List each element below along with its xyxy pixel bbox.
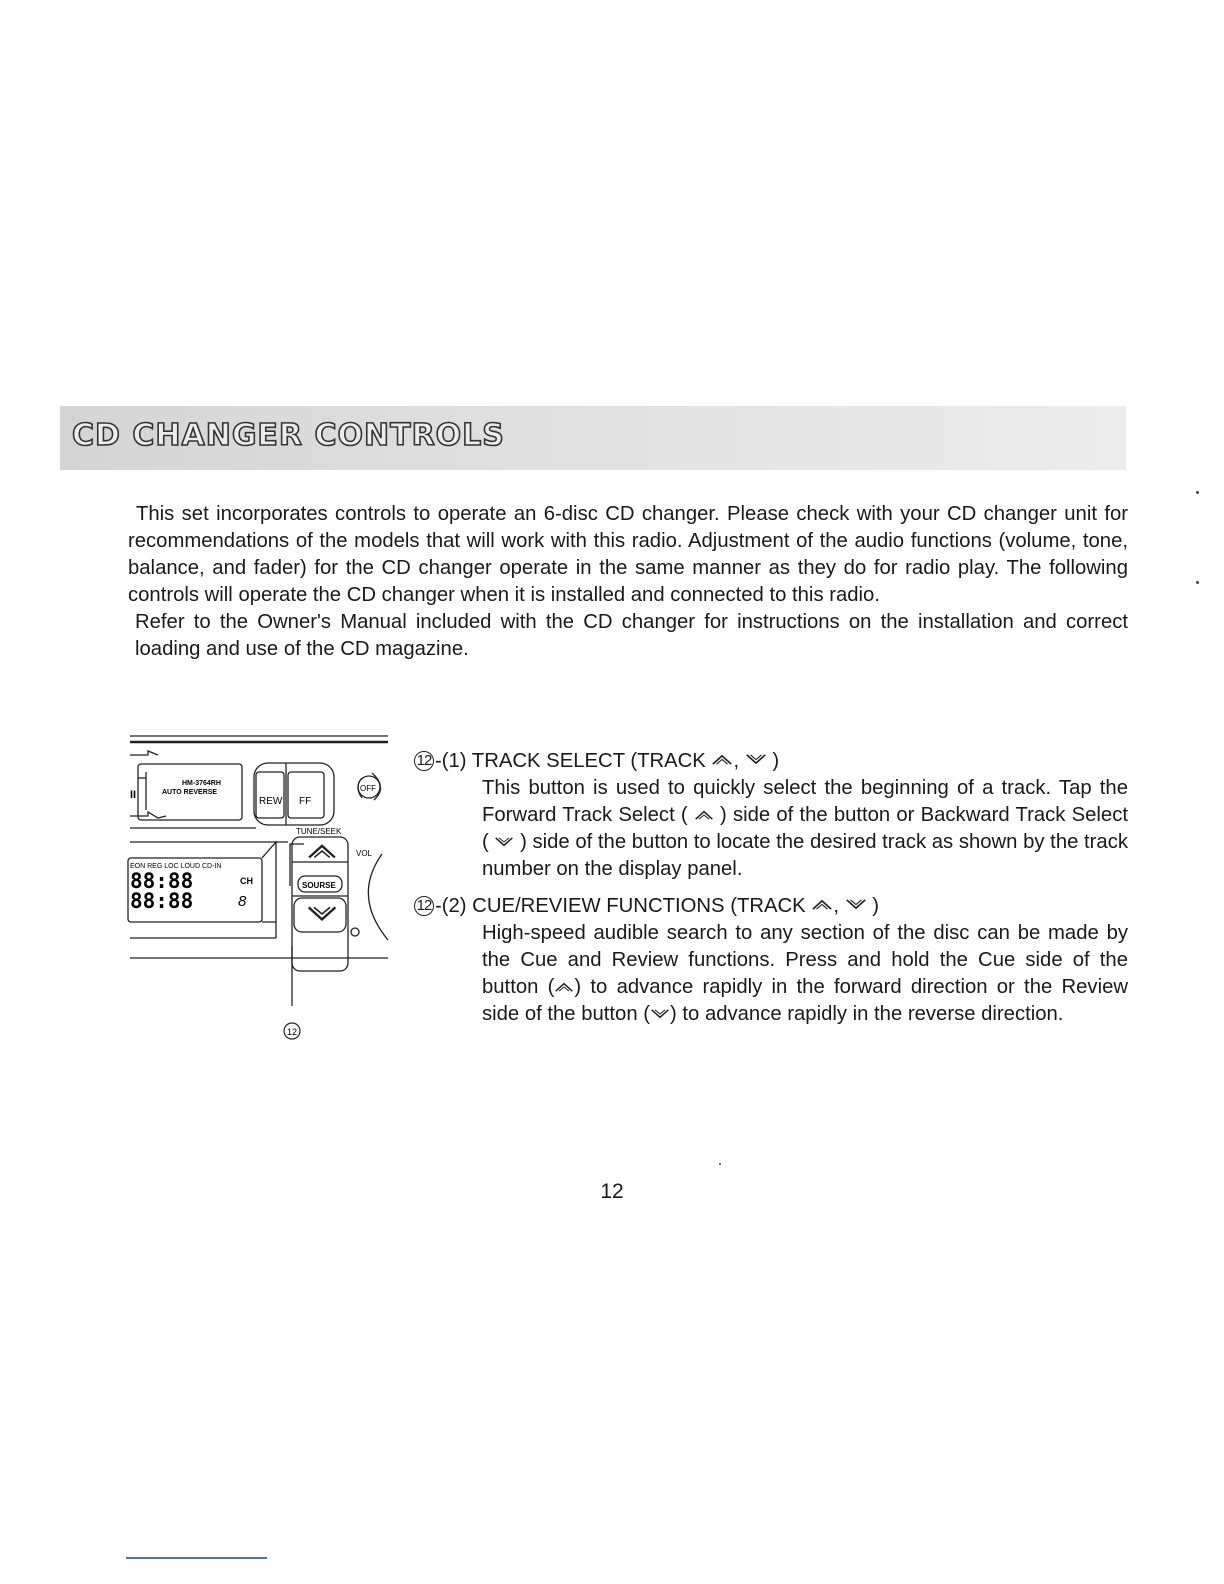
title-banner bbox=[60, 406, 1126, 470]
page-title: CD CHANGER CONTROLS bbox=[72, 418, 505, 453]
radio-faceplate-diagram bbox=[126, 726, 396, 1046]
forward-track-icon bbox=[694, 809, 714, 821]
off-button-label: OFF bbox=[360, 784, 376, 793]
review-icon bbox=[650, 1008, 670, 1020]
intro-paragraph-2: Refer to the Owner's Manual included with the CD changer for instructions on the installation and correct loading and use of the CD magazine. bbox=[135, 611, 1128, 660]
rew-button-label: REW bbox=[259, 796, 283, 807]
callout-number-badge: 12 bbox=[414, 896, 434, 916]
section-cue-review bbox=[414, 893, 1128, 1028]
section-body: This button is used to quickly select the beginning of a track. Tap the Forward Track Select ( ) side of the button or Backward Track Select ( ) side of the button to locate the desired track as shown by the track number on the display panel. bbox=[482, 777, 1128, 880]
auto-reverse-label: AUTO REVERSE bbox=[162, 789, 218, 796]
intro-paragraph-1: This set incorporates controls to operate an 6-disc CD changer. Please check with your CD changer unit for recommendations of the models that will work with this radio. Adjustment of the audio functions (volume, tone, balance, and fader) for the CD changer operate in the same manner as they do for radio play. The following controls will operate the CD changer when it is installed and connected to this radio. bbox=[128, 503, 1128, 606]
model-number: HM-3764RH bbox=[182, 780, 221, 787]
callout-number: 12 bbox=[287, 1027, 298, 1037]
tune-seek-label: TUNE/SEEK bbox=[296, 827, 342, 836]
section-body: High-speed audible search to any section of the disc can be made by the Cue and Review functions. Press and hold the Cue side of the button ( ) to advance rapidly in the forward direction or the Review side of the button ( ) to advance rapidly in the reverse direction. bbox=[482, 922, 1129, 1025]
pause-symbol: II bbox=[130, 789, 137, 801]
forward-track-icon bbox=[711, 753, 733, 766]
lcd-display-row1: 88:88 bbox=[130, 869, 194, 893]
section-track-select bbox=[414, 748, 1128, 883]
backward-track-icon bbox=[494, 836, 514, 848]
scan-speck bbox=[719, 1163, 721, 1165]
review-icon bbox=[845, 898, 867, 911]
ff-button-label: FF bbox=[299, 796, 312, 807]
lcd-disc-digit: 8 bbox=[238, 893, 247, 910]
ch-label: CH bbox=[240, 876, 253, 886]
source-button-label: SOURSE bbox=[302, 881, 336, 890]
callout-number-badge: 12 bbox=[414, 751, 434, 771]
scan-speck bbox=[1196, 581, 1199, 584]
cue-icon bbox=[811, 898, 833, 911]
section-heading: 12 -(2) CUE/REVIEW FUNCTIONS (TRACK , ) bbox=[414, 893, 1128, 920]
page-number: 12 bbox=[600, 1180, 624, 1203]
section-heading: 12 -(1) TRACK SELECT (TRACK , ) bbox=[414, 748, 1128, 775]
vol-label: VOL bbox=[356, 849, 373, 858]
intro-text bbox=[128, 501, 1128, 663]
scan-speck bbox=[1196, 491, 1199, 494]
indicator-labels: EON REG LOC LOUD CD-IN bbox=[130, 863, 222, 870]
bottom-rule bbox=[126, 1557, 267, 1559]
lcd-display-row2: 88:88 bbox=[130, 889, 194, 913]
cue-icon bbox=[554, 981, 574, 993]
backward-track-icon bbox=[745, 753, 767, 766]
